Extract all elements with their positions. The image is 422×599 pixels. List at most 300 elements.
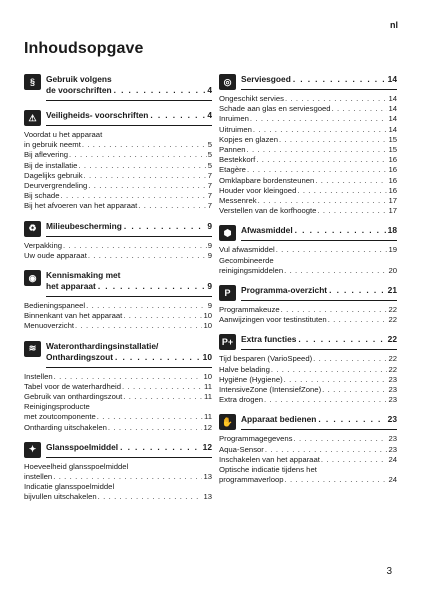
- toc-entry[interactable]: [24, 241, 212, 251]
- leader-dots: [138, 201, 206, 211]
- leader-dots: [115, 352, 201, 363]
- leader-dots: [256, 155, 387, 165]
- toc-entry[interactable]: [219, 445, 397, 455]
- leader-dots: [332, 104, 388, 114]
- section-title: Apparaat bedienen: [241, 414, 317, 425]
- entry-line: [219, 305, 397, 315]
- leader-dots: [78, 161, 206, 171]
- entry-line: [219, 155, 397, 165]
- section-rule: [241, 349, 397, 350]
- leader-dots: [98, 281, 206, 292]
- entry-line: [24, 241, 212, 251]
- entry-page: 10: [203, 321, 212, 331]
- toc-entry[interactable]: [219, 455, 397, 465]
- leader-dots: [285, 475, 388, 485]
- toc-entry[interactable]: [24, 130, 212, 150]
- entry-line: [219, 94, 397, 104]
- leader-dots: [293, 74, 386, 85]
- book-hands-icon: §: [24, 74, 41, 90]
- section-rule: [241, 89, 397, 90]
- leader-dots: [321, 455, 388, 465]
- entry-page: 22: [388, 364, 397, 374]
- section-title: Extra functies: [241, 334, 297, 345]
- entry-page: 7: [207, 201, 212, 211]
- entry-line: [219, 365, 397, 375]
- entry-line: [24, 311, 212, 321]
- section-page: 14: [387, 74, 397, 84]
- section-title-line: [46, 74, 212, 85]
- entry-page: 13: [203, 472, 212, 482]
- entry-text: Instellen: [24, 371, 53, 381]
- section-title-line: [241, 334, 397, 345]
- toc-entry[interactable]: [219, 354, 397, 364]
- leader-dots: [88, 181, 206, 191]
- section-title-line: [46, 281, 212, 292]
- leader-dots: [295, 225, 386, 236]
- entry-text: Messenrek: [219, 196, 257, 206]
- entry-text: Tijd besparen (VarioSpeed): [219, 354, 313, 364]
- toc-section: [219, 285, 397, 325]
- entry-line: [219, 135, 397, 145]
- entry-text: Bij schade: [24, 191, 60, 201]
- toc-entry[interactable]: [219, 256, 397, 276]
- entry-line: [24, 372, 212, 382]
- leader-dots: [297, 186, 387, 196]
- entry-line: [219, 196, 397, 206]
- extra-functions-icon: P+: [219, 334, 236, 350]
- section-title-cont: het apparaat: [46, 281, 96, 292]
- toc-entry[interactable]: [24, 423, 212, 433]
- entry-text: Verpakking: [24, 240, 63, 250]
- entry-page: 15: [388, 145, 397, 155]
- leader-dots: [69, 150, 207, 160]
- section-title-line: [46, 442, 212, 453]
- leader-dots: [120, 442, 201, 453]
- entry-line: [219, 114, 397, 124]
- entry-page: 13: [203, 492, 212, 502]
- entry-page: 16: [388, 185, 397, 195]
- toc-entry[interactable]: [219, 385, 397, 395]
- toc-entry[interactable]: [219, 305, 397, 315]
- section-rule: [241, 429, 397, 430]
- toc-entry[interactable]: [24, 181, 212, 191]
- section-title-line: [241, 414, 397, 425]
- entry-page: 17: [388, 206, 397, 216]
- entry-text: Menuoverzicht: [24, 321, 74, 331]
- leader-dots: [276, 245, 388, 255]
- entry-text: in gebruik neemt: [24, 140, 81, 150]
- entry-line: [24, 181, 212, 191]
- leader-dots: [313, 354, 387, 364]
- entry-page: 17: [388, 196, 397, 206]
- entry-page: 14: [388, 104, 397, 114]
- section-title-cont: de voorschriften: [46, 85, 112, 95]
- eye-icon: ◉: [24, 270, 41, 286]
- entry-text: Schade aan glas en serviesgoed: [219, 104, 331, 114]
- entry-text: IntensiveZone (IntensiefZone): [219, 385, 322, 395]
- entry-page: 15: [388, 134, 397, 144]
- entry-page: 7: [207, 181, 212, 191]
- entry-line: [219, 375, 397, 385]
- entry-text: Inschakelen van het apparaat: [219, 454, 320, 464]
- entry-text: Bestekkorf: [219, 155, 256, 165]
- section-title: Programma-overzicht: [241, 285, 328, 296]
- water-softener-icon: ≋: [24, 341, 41, 357]
- toc-section: [24, 442, 212, 503]
- entry-text: Extra drogen: [219, 395, 264, 405]
- toc-entry[interactable]: [219, 145, 397, 155]
- entry-text: Binnenkant van het apparaat: [24, 311, 123, 321]
- section-heading[interactable]: [219, 225, 397, 241]
- environment-icon: ♻: [24, 221, 41, 237]
- entry-page: 5: [207, 150, 212, 160]
- entry-page: 10: [203, 311, 212, 321]
- leader-dots: [247, 145, 388, 155]
- toc-entry[interactable]: [219, 365, 397, 375]
- entry-page: 7: [207, 191, 212, 201]
- entry-text: Aanwijzingen voor testinstituten: [219, 315, 327, 325]
- toc-entry[interactable]: [219, 465, 397, 485]
- rinse-aid-icon: ✦: [24, 442, 41, 458]
- section-heading[interactable]: [219, 334, 397, 350]
- section-title-line: [46, 352, 212, 363]
- leader-dots: [84, 171, 207, 181]
- leader-dots: [265, 445, 388, 455]
- entry-line: [219, 165, 397, 175]
- toc-entry[interactable]: [24, 482, 212, 502]
- leader-dots: [53, 472, 202, 482]
- entry-line: [219, 176, 397, 186]
- section-rule: [46, 367, 212, 368]
- entry-text-first-line: Gecombineerde: [219, 255, 274, 265]
- leader-dots: [328, 315, 388, 325]
- section-title: Serviesgoed: [241, 74, 291, 84]
- section-page: 4: [207, 110, 212, 120]
- entry-page: 20: [388, 265, 397, 275]
- section-page: 4: [207, 85, 212, 95]
- leader-dots: [285, 94, 387, 104]
- entry-text: Aqua-Sensor: [219, 444, 264, 454]
- toc-entry[interactable]: [24, 321, 212, 331]
- leader-dots: [264, 395, 387, 405]
- entry-line: [219, 434, 397, 444]
- toc-section: [24, 221, 212, 261]
- section-page: 10: [202, 351, 212, 362]
- toc-entry[interactable]: [24, 171, 212, 181]
- entry-text: Gebruik van onthardingszout: [24, 392, 123, 402]
- leader-dots: [318, 414, 385, 425]
- entry-line: [24, 191, 212, 201]
- entry-line: [24, 251, 212, 261]
- section-title-line: [46, 110, 212, 121]
- toc-entry[interactable]: [24, 462, 212, 482]
- leader-dots: [108, 423, 203, 433]
- section-title: Milieubescherming: [46, 220, 122, 231]
- entry-page: 14: [388, 124, 397, 134]
- entry-page: 9: [207, 250, 212, 260]
- entry-page: 23: [388, 434, 397, 444]
- entry-line: [24, 150, 212, 160]
- entry-text: Uitruimen: [219, 124, 252, 134]
- entry-line: [24, 171, 212, 181]
- entry-text: Kopjes en glazen: [219, 134, 278, 144]
- section-heading[interactable]: [24, 270, 212, 297]
- entry-line: [219, 145, 397, 155]
- section-title-line: [241, 74, 397, 85]
- entry-line: [219, 186, 397, 196]
- toc-section: [24, 74, 212, 101]
- toc-entry[interactable]: [219, 176, 397, 186]
- section-title: Afwasmiddel: [241, 225, 293, 236]
- entry-text: Bij de installatie: [24, 160, 78, 170]
- entry-page: 11: [204, 412, 212, 422]
- toc-entry[interactable]: [24, 201, 212, 211]
- entry-page: 22: [388, 305, 397, 315]
- entry-page: 14: [388, 114, 397, 124]
- leader-dots: [322, 385, 387, 395]
- entry-page: 11: [204, 392, 212, 402]
- toc-entry[interactable]: [24, 402, 212, 422]
- entry-line: [24, 412, 212, 422]
- toc-entry[interactable]: [24, 311, 212, 321]
- leader-dots: [315, 176, 387, 186]
- toc-entry[interactable]: [219, 165, 397, 175]
- entry-page: 16: [388, 165, 397, 175]
- entry-text: Omklapbare bordensteunen: [219, 175, 315, 185]
- entry-line: [24, 423, 212, 433]
- entry-page: 9: [207, 301, 212, 311]
- toc-entry[interactable]: [24, 161, 212, 171]
- leader-dots: [123, 392, 203, 402]
- toc-entry[interactable]: [24, 392, 212, 402]
- section-heading[interactable]: [24, 110, 212, 126]
- entry-page: 7: [207, 170, 212, 180]
- entry-text: Programmakeuze: [219, 305, 280, 315]
- section-title: Veiligheids- voorschriften: [46, 110, 149, 120]
- section-heading[interactable]: [24, 74, 212, 101]
- toc-entry[interactable]: [219, 245, 397, 255]
- entry-line: [219, 354, 397, 364]
- section-page: 12: [202, 441, 212, 452]
- entry-line: [219, 445, 397, 455]
- entry-text: Bij aflevering: [24, 150, 69, 160]
- leader-dots: [82, 140, 207, 150]
- section-title-line: [46, 221, 212, 232]
- leader-dots: [123, 311, 202, 321]
- page-title: Inhoudsopgave: [24, 40, 144, 57]
- entry-page: 23: [388, 395, 397, 405]
- entry-page: 23: [388, 374, 397, 384]
- section-page: 23: [387, 414, 397, 425]
- leader-dots: [284, 375, 388, 385]
- section-heading[interactable]: [24, 442, 212, 458]
- entry-text: Deurvergrendeling: [24, 181, 88, 191]
- entry-page: 22: [388, 354, 397, 364]
- language-code: nl: [390, 20, 398, 30]
- toc-right-column: [219, 74, 397, 494]
- section-rule: [46, 125, 212, 126]
- toc-entry[interactable]: [24, 382, 212, 392]
- entry-page: 23: [388, 444, 397, 454]
- section-title-line: [46, 85, 212, 96]
- section-heading[interactable]: [219, 285, 397, 301]
- section-page: 9: [207, 220, 212, 231]
- toc-entry[interactable]: [219, 114, 397, 124]
- entry-page: 10: [203, 371, 212, 381]
- section-page: 18: [387, 225, 397, 236]
- entry-line: [219, 125, 397, 135]
- entry-text: Houder voor kleingoed: [219, 185, 297, 195]
- entry-text-first-line: Voordat u het apparaat: [24, 130, 103, 139]
- section-title-line: [46, 270, 212, 281]
- entry-text: Pannen: [219, 145, 246, 155]
- toc-entry[interactable]: [219, 434, 397, 444]
- leader-dots: [124, 221, 205, 232]
- toc-entry[interactable]: [219, 155, 397, 165]
- entry-line: [219, 206, 397, 216]
- entry-text: Bij het afvoeren van het apparaat: [24, 201, 138, 211]
- toc-entry[interactable]: [219, 315, 397, 325]
- leader-dots: [63, 241, 207, 251]
- leader-dots: [247, 165, 388, 175]
- section-title: Kennismaking met: [46, 270, 121, 281]
- entry-line: [24, 382, 212, 392]
- detergent-icon: ⬢: [219, 225, 236, 241]
- section-rule: [241, 240, 397, 241]
- entry-page: 19: [388, 245, 397, 255]
- leader-dots: [329, 285, 386, 296]
- leader-dots: [150, 110, 205, 121]
- toc-section: [219, 334, 397, 405]
- section-rule: [46, 100, 212, 101]
- toc-section: [24, 110, 212, 212]
- section-heading[interactable]: [24, 221, 212, 237]
- entry-text: Uw oude apparaat: [24, 250, 87, 260]
- entry-text: programmaverloop: [219, 475, 284, 485]
- section-title-line: [46, 341, 212, 352]
- toc-entry[interactable]: [219, 135, 397, 145]
- toc-section: [219, 414, 397, 485]
- entry-line: [24, 201, 212, 211]
- entry-line: [24, 321, 212, 331]
- device-operation-icon: ✋: [219, 414, 236, 430]
- entry-text: Programmagegevens: [219, 434, 293, 444]
- leader-dots: [88, 251, 207, 261]
- section-title: Glansspoelmiddel: [46, 441, 119, 452]
- toc-entry[interactable]: [24, 150, 212, 160]
- leader-dots: [75, 321, 202, 331]
- entry-page: 16: [388, 155, 397, 165]
- toc-entry[interactable]: [24, 301, 212, 311]
- section-title: Gebruik volgens: [46, 74, 112, 84]
- leader-dots: [279, 135, 387, 145]
- entry-text-first-line: Indicatie glansspoelmiddel: [24, 482, 115, 492]
- entry-page: 9: [207, 240, 212, 250]
- leader-dots: [97, 412, 203, 422]
- entry-line: [219, 385, 397, 395]
- entry-text: Verstellen van de korfhoogte: [219, 206, 317, 216]
- page-number: 3: [386, 566, 392, 577]
- entry-line: [219, 104, 397, 114]
- entry-text: Vul afwasmiddel: [219, 245, 275, 255]
- section-rule: [46, 457, 212, 458]
- leader-dots: [98, 492, 203, 502]
- leader-dots: [298, 334, 385, 345]
- entry-line: [24, 140, 212, 150]
- entry-text-first-line: Hoeveelheid glansspoelmiddel: [24, 461, 129, 471]
- leader-dots: [281, 305, 388, 315]
- toc-entry[interactable]: [219, 395, 397, 405]
- section-page: 21: [387, 285, 397, 296]
- section-title-cont: Onthardingszout: [46, 351, 113, 362]
- leader-dots: [294, 434, 388, 444]
- entry-text: Etagère: [219, 165, 246, 175]
- dishes-icon: ◎: [219, 74, 236, 90]
- leader-dots: [253, 125, 388, 135]
- entry-line: [24, 472, 212, 482]
- section-heading[interactable]: [219, 414, 397, 430]
- entry-line: [24, 492, 212, 502]
- toc-entry[interactable]: [24, 251, 212, 261]
- toc-entry[interactable]: [219, 375, 397, 385]
- entry-text: instellen: [24, 472, 53, 482]
- leader-dots: [60, 191, 206, 201]
- toc-entry[interactable]: [219, 206, 397, 216]
- warning-triangle-icon: ⚠: [24, 110, 41, 126]
- entry-line: [24, 161, 212, 171]
- section-page: 22: [387, 334, 397, 345]
- entry-page: 24: [388, 454, 397, 464]
- toc-entry[interactable]: [24, 372, 212, 382]
- toc-entry[interactable]: [219, 125, 397, 135]
- section-page: 9: [207, 281, 212, 292]
- toc-section: [219, 225, 397, 276]
- entry-text: Ongeschikt servies: [219, 94, 284, 103]
- section-title: Wateronthardingsinstallatie/: [46, 340, 159, 351]
- leader-dots: [86, 301, 207, 311]
- leader-dots: [284, 266, 387, 276]
- leader-dots: [54, 372, 203, 382]
- section-heading[interactable]: [219, 74, 397, 90]
- toc-entry[interactable]: [219, 186, 397, 196]
- entry-line: [219, 266, 397, 276]
- section-title-line: [241, 285, 397, 296]
- entry-text-first-line: Optische indicatie tijdens het: [219, 465, 317, 475]
- section-rule: [46, 296, 212, 297]
- entry-page: 12: [203, 422, 212, 432]
- leader-dots: [271, 365, 388, 375]
- entry-line: [219, 395, 397, 405]
- entry-page: 16: [388, 175, 397, 185]
- entry-line: [219, 315, 397, 325]
- toc-entry[interactable]: [219, 94, 397, 104]
- section-heading[interactable]: [24, 341, 212, 368]
- entry-page: 14: [388, 94, 397, 103]
- leader-dots: [317, 206, 387, 216]
- leader-dots: [114, 85, 206, 96]
- leader-dots: [258, 196, 388, 206]
- toc-left-column: [24, 74, 212, 512]
- entry-page: 5: [207, 140, 212, 150]
- toc-section: [24, 270, 212, 332]
- section-rule: [46, 236, 212, 237]
- toc-entry[interactable]: [219, 196, 397, 206]
- toc-entry[interactable]: [219, 104, 397, 114]
- entry-text: bijvullen uitschakelen: [24, 492, 97, 502]
- toc-entry[interactable]: [24, 191, 212, 201]
- entry-line: [219, 245, 397, 255]
- entry-page: 5: [207, 160, 212, 170]
